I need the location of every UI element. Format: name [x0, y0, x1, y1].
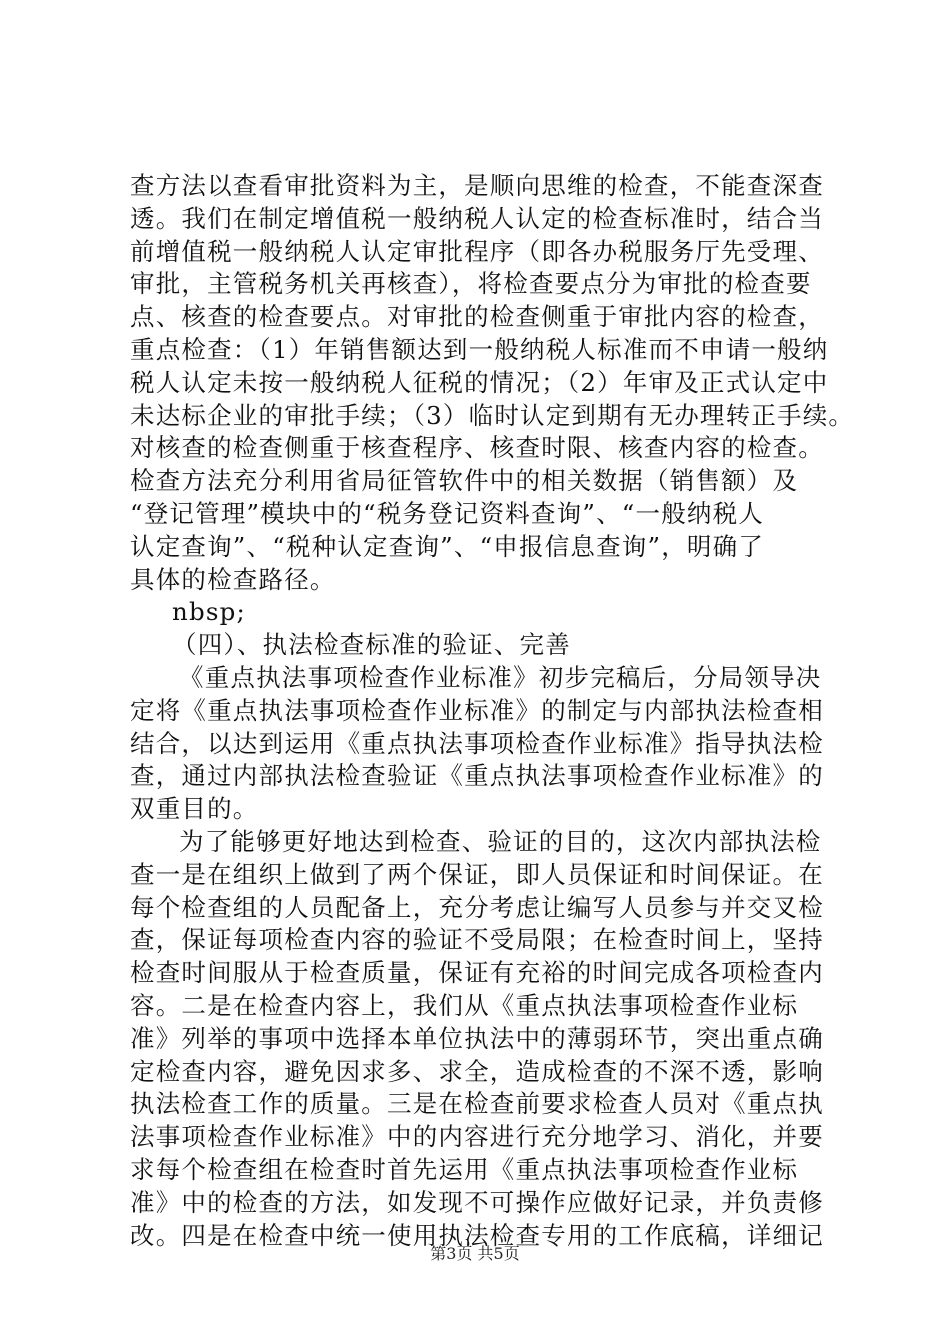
text-line: 审批，主管税务机关再核查），将检查要点分为审批的检查要 — [130, 269, 812, 299]
text-line: 求每个检查组在检查时首先运用《重点执法事项检查作业标 — [130, 1154, 799, 1184]
text-line: 税人认定未按一般纳税人征税的情况；（2）年审及正式认定中 — [130, 367, 829, 397]
text-line: 对核查的检查侧重于核查程序、核查时限、核查内容的检查。 — [130, 433, 824, 463]
page-number: 第3页 共5页 — [430, 1244, 520, 1263]
text-line: 每个检查组的人员配备上，充分考虑让编写人员参与并交叉检 — [130, 892, 824, 922]
text-line: 检查时间服从于检查质量，保证有充裕的时间完成各项检查内 — [130, 958, 824, 988]
text-line: 查，通过内部执法检查验证《重点执法事项检查作业标准》的 — [130, 761, 824, 791]
text-line: 准》列举的事项中选择本单位执法中的薄弱环节，突出重点确 — [130, 1023, 824, 1053]
body-text — [130, 170, 855, 1252]
text-line: 双重目的。 — [130, 794, 259, 824]
text-line: 定将《重点执法事项检查作业标准》的制定与内部执法检查相 — [130, 695, 824, 725]
text-line: 查方法以查看审批资料为主，是顺向思维的检查，不能查深查 — [130, 171, 824, 200]
text-line: 查一是在组织上做到了两个保证，即人员保证和时间保证。在 — [130, 859, 824, 889]
text-line: 改。四是在检查中统一使用执法检查专用的工作底稿，详细记 — [130, 1220, 824, 1250]
paragraph-start: 《重点执法事项检查作业标准》初步完稿后，分局领导决 — [179, 662, 822, 692]
text-line: 定检查内容，避免因求多、求全，造成检查的不深不透，影响 — [130, 1056, 824, 1086]
text-line: 未达标企业的审批手续；（3）临时认定到期有无办理转正手续。 — [130, 400, 855, 430]
text-line: 前增值税一般纳税人认定审批程序（即各办税服务厅先受理、 — [130, 236, 824, 266]
text-line: 检查方法充分利用省局征管软件中的相关数据（销售额）及 — [130, 466, 799, 496]
paragraph-start: 为了能够更好地达到检查、验证的目的，这次内部执法检 — [179, 826, 822, 856]
text-line: 点、核查的检查要点。对审批的检查侧重于审批内容的检查， — [130, 302, 824, 332]
section-heading: （四）、执法检查标准的验证、完善 — [172, 630, 571, 660]
text-line: 认定查询”、“税种认定查询”、“申报信息查询”，明确了 — [130, 531, 765, 561]
page-footer — [0, 1244, 950, 1264]
text-line: 重点检查：（1）年销售额达到一般纳税人标准而不申请一般纳 — [130, 334, 829, 364]
text-line: nbsp; — [172, 597, 246, 627]
text-line: 透。我们在制定增值税一般纳税人认定的检查标准时，结合当 — [130, 203, 824, 233]
text-line: 准》中的检查的方法，如发现不可操作应做好记录，并负责修 — [130, 1187, 824, 1217]
text-line: 具体的检查路径。 — [130, 564, 336, 594]
text-line: 法事项检查作业标准》中的内容进行充分地学习、消化，并要 — [130, 1122, 824, 1152]
text-line: 结合，以达到运用《重点执法事项检查作业标准》指导执法检 — [130, 728, 824, 758]
text-line: 查，保证每项检查内容的验证不受局限；在检查时间上，坚持 — [130, 925, 824, 955]
text-line: “登记管理”模块中的“税务登记资料查询”、“一般纳税人 — [130, 498, 765, 528]
text-line: 执法检查工作的质量。三是在检查前要求检查人员对《重点执 — [130, 1089, 824, 1119]
text-line: 容。二是在检查内容上，我们从《重点执法事项检查作业标 — [130, 990, 799, 1020]
